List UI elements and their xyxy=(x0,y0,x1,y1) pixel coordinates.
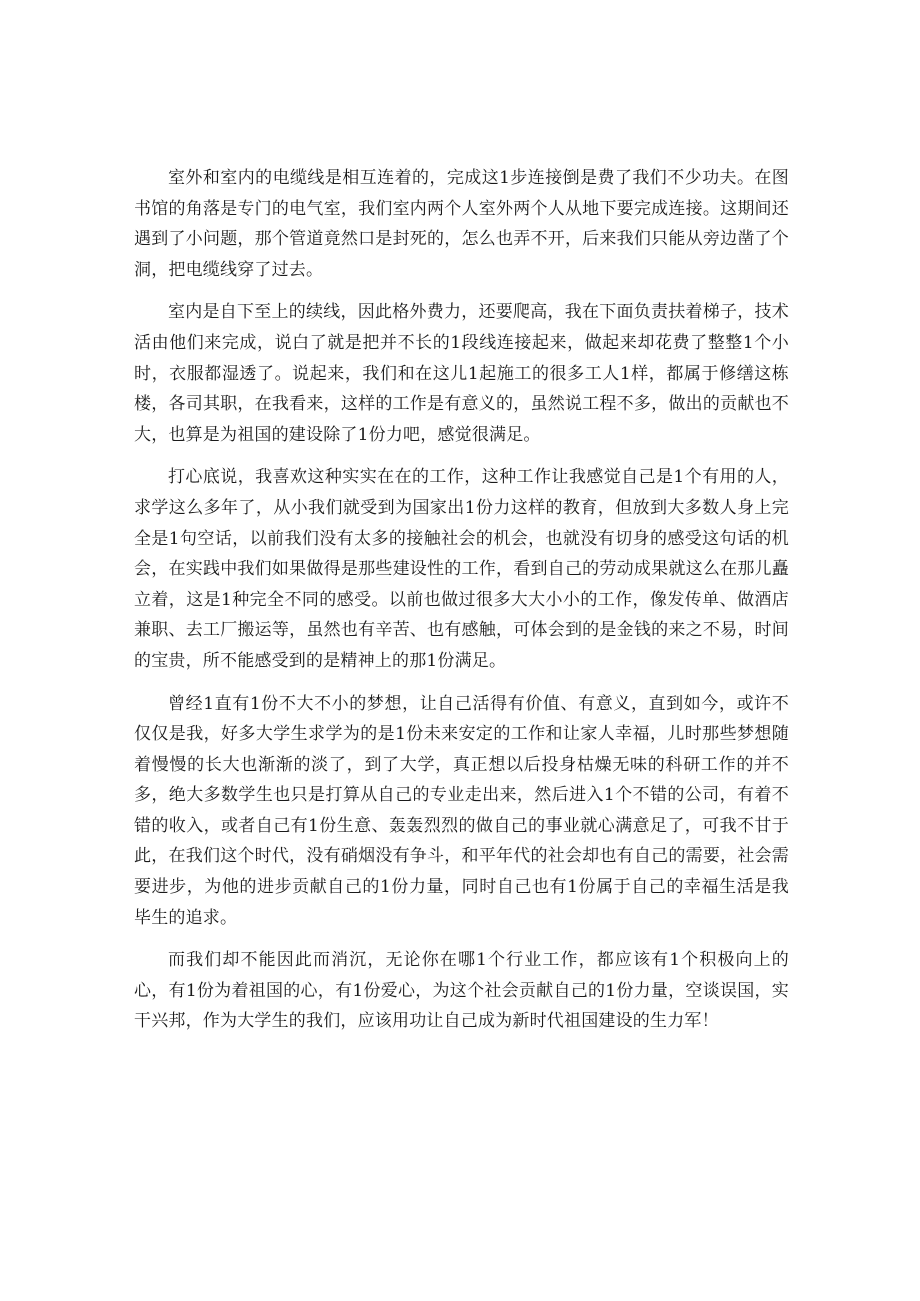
paragraph-4: 曾经1直有1份不大不小的梦想，让自己活得有价值、有意义，直到如今，或许不仅仅是我，好多大学生求学为的是1份未来安定的工作和让家人幸福，儿时那些梦想随着慢慢的长大也渐渐的淡了，到了大学，真正想以后投身枯燥无味的科研工作的并不多，绝大多数学生也只是打算从自己的专业走出来，然后进入1个不错的公司，有着不错的收入，或者自己有1份生意、轰轰烈烈的做自己的事业就心满意足了，可我不甘于此，在我们这个时代，没有硝烟没有争斗，和平年代的社会却也有自己的需要，社会需要进步，为他的进步贡献自己的1份力量，同时自己也有1份属于自己的幸福生活是我毕生的追求。 xyxy=(134,693,789,928)
paragraph-5: 而我们却不能因此而消沉，无论你在哪1个行业工作，都应该有1个积极向上的心，有1份为着祖国的心，有1份爱心，为这个社会贡献自己的1份力量，空谈误国，实干兴邦，作为大学生的我们，应该用功让自己成为新时代祖国建设的生力军！ xyxy=(134,950,789,1032)
document-body xyxy=(134,163,789,1049)
paragraph-2: 室内是自下至上的续线，因此格外费力，还要爬高，我在下面负责扶着梯子，技术活由他们来完成，说白了就是把并不长的1段线连接起来，做起来却花费了整整1个小时，衣服都湿透了。说起来，我们和在这儿1起施工的很多工人1样，都属于修缮这栋楼，各司其职，在我看来，这样的工作是有意义的，虽然说工程不多，做出的贡献也不大，也算是为祖国的建设除了1份力吧，感觉很满足。 xyxy=(134,302,789,445)
paragraph-1: 室外和室内的电缆线是相互连着的，完成这1步连接倒是费了我们不少功夫。在图书馆的角落是专门的电气室，我们室内两个人室外两个人从地下要完成连接。这期间还遇到了小问题，那个管道竟然口是封死的，怎么也弄不开，后来我们只能从旁边凿了个洞，把电缆线穿了过去。 xyxy=(134,168,789,280)
paragraph-3: 打心底说，我喜欢这种实实在在的工作，这种工作让我感觉自己是1个有用的人，求学这么多年了，从小我们就受到为国家出1份力这样的教育，但放到大多数人身上完全是1句空话，以前我们没有太多的接触社会的机会，也就没有切身的感受这句话的机会，在实践中我们如果做得是那些建设性的工作，看到自己的劳动成果就这么在那儿矗立着，这是1种完全不同的感受。以前也做过很多大大小小的工作，像发传单、做酒店兼职、去工厂搬运等，虽然也有辛苦、也有感触，可体会到的是金钱的来之不易，时间的宝贵，所不能感受到的是精神上的那1份满足。 xyxy=(134,467,789,671)
